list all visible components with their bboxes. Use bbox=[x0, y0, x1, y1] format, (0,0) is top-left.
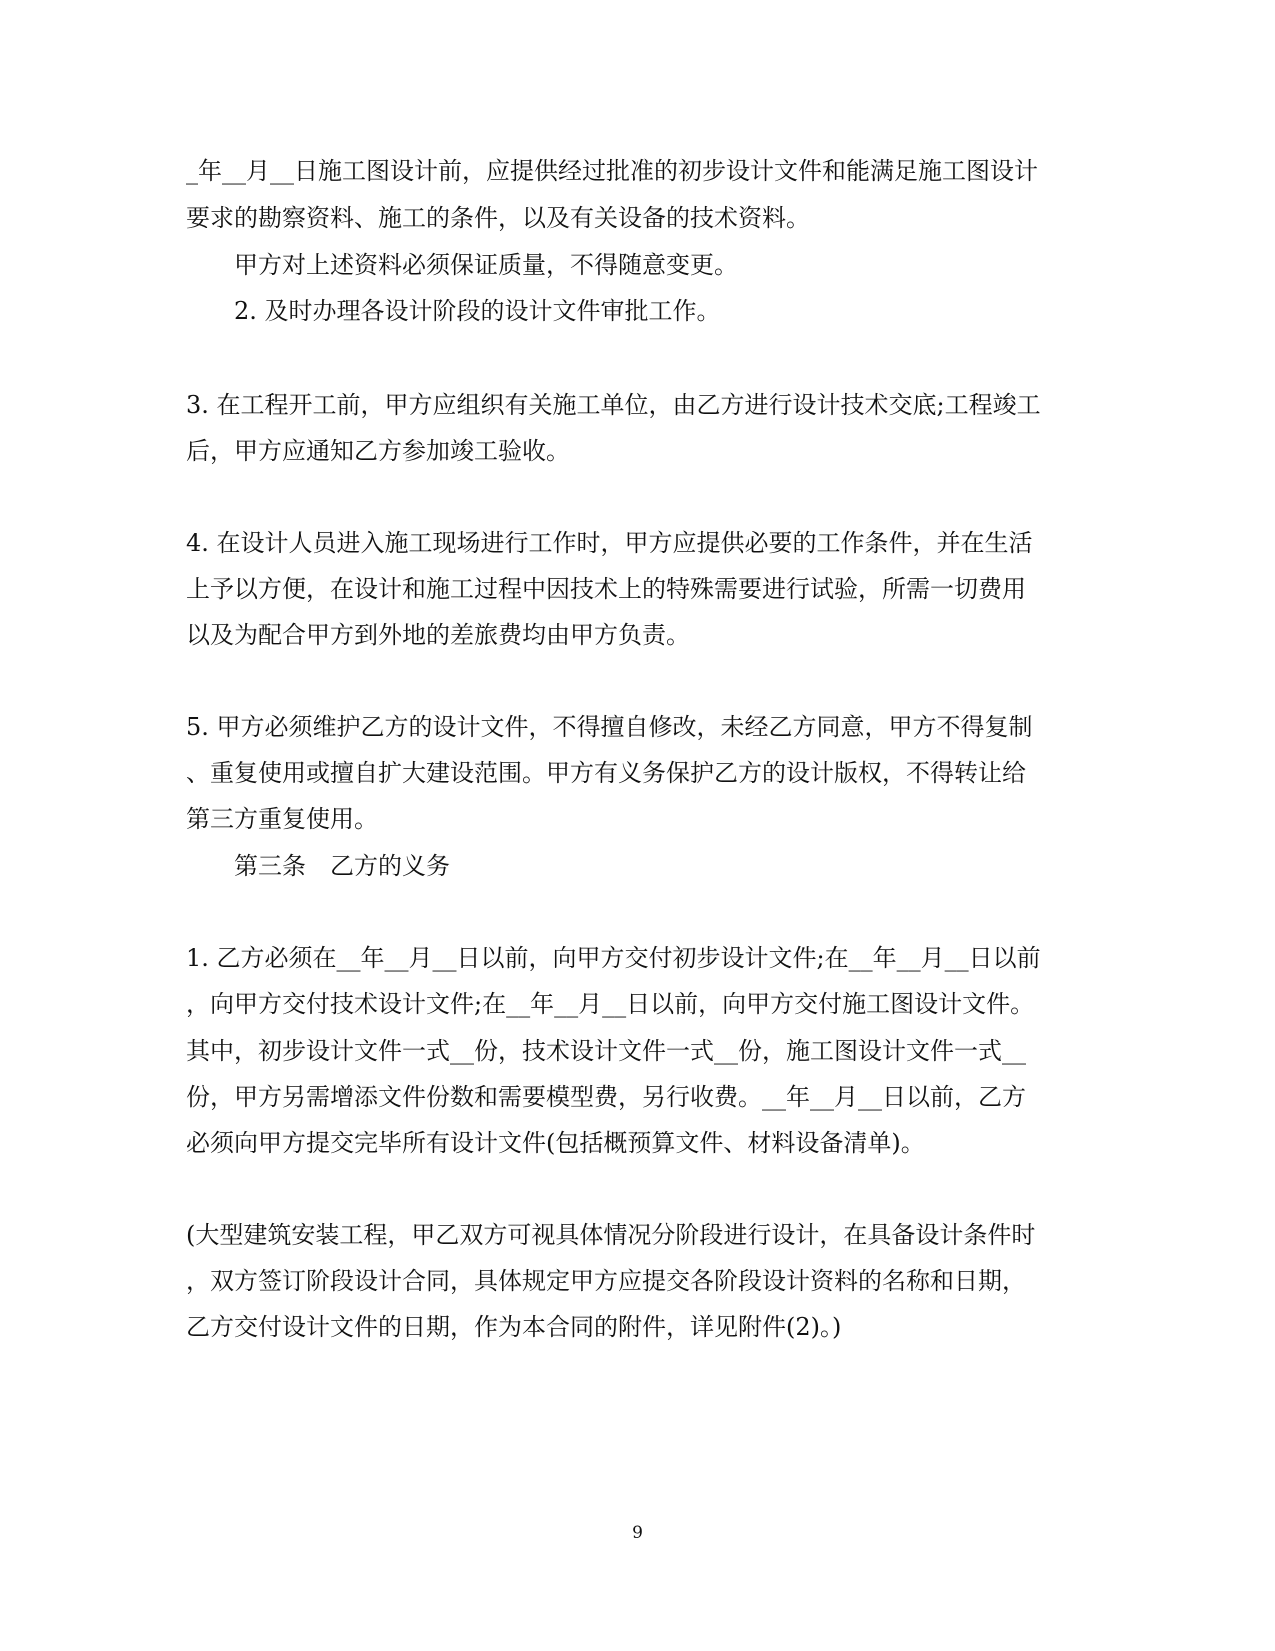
text-line: _年__月__日施工图设计前，应提供经过批准的初步设计文件和能满足施工图设计 bbox=[186, 157, 1038, 185]
text-line: 份，甲方另需增添文件份数和需要模型费，另行收费。__年__月__日以前，乙方 bbox=[186, 1083, 1026, 1111]
page-number: 9 bbox=[632, 1523, 643, 1543]
text-line: 乙方交付设计文件的日期，作为本合同的附件，详见附件(2)。) bbox=[186, 1313, 842, 1341]
text-line: 必须向甲方提交完毕所有设计文件(包括概预算文件、材料设备清单)。 bbox=[186, 1129, 925, 1157]
text-line: ，双方签订阶段设计合同，具体规定甲方应提交各阶段设计资料的名称和日期， bbox=[186, 1267, 1026, 1295]
text-line: 4. 在设计人员进入施工现场进行工作时，甲方应提供必要的工作条件，并在生活 bbox=[186, 529, 1033, 557]
text-line: 其中，初步设计文件一式__份，技术设计文件一式__份，施工图设计文件一式__ bbox=[186, 1037, 1026, 1065]
section-heading: 第三条 乙方的义务 bbox=[234, 852, 450, 880]
text-line: 第三方重复使用。 bbox=[186, 805, 378, 833]
text-line: 甲方对上述资料必须保证质量，不得随意变更。 bbox=[234, 251, 738, 279]
text-line: (大型建筑安装工程，甲乙双方可视具体情况分阶段进行设计，在具备设计条件时 bbox=[186, 1221, 1036, 1249]
text-line: 、重复使用或擅自扩大建设范围。甲方有义务保护乙方的设计版权，不得转让给 bbox=[186, 759, 1026, 787]
text-line: 5. 甲方必须维护乙方的设计文件，不得擅自修改，未经乙方同意，甲方不得复制 bbox=[186, 713, 1033, 741]
text-line: 2. 及时办理各设计阶段的设计文件审批工作。 bbox=[234, 297, 721, 325]
text-line: 上予以方便，在设计和施工过程中因技术上的特殊需要进行试验，所需一切费用 bbox=[186, 575, 1026, 603]
text-line: 1. 乙方必须在__年__月__日以前，向甲方交付初步设计文件;在__年__月__日以前 bbox=[186, 944, 1041, 972]
text-line: 后，甲方应通知乙方参加竣工验收。 bbox=[186, 437, 570, 465]
text-line: 3. 在工程开工前，甲方应组织有关施工单位，由乙方进行设计技术交底;工程竣工 bbox=[186, 391, 1041, 419]
text-line: 以及为配合甲方到外地的差旅费均由甲方负责。 bbox=[186, 621, 690, 649]
text-line: ，向甲方交付技术设计文件;在__年__月__日以前，向甲方交付施工图设计文件。 bbox=[186, 990, 1035, 1018]
text-line: 要求的勘察资料、施工的条件，以及有关设备的技术资料。 bbox=[186, 204, 810, 232]
